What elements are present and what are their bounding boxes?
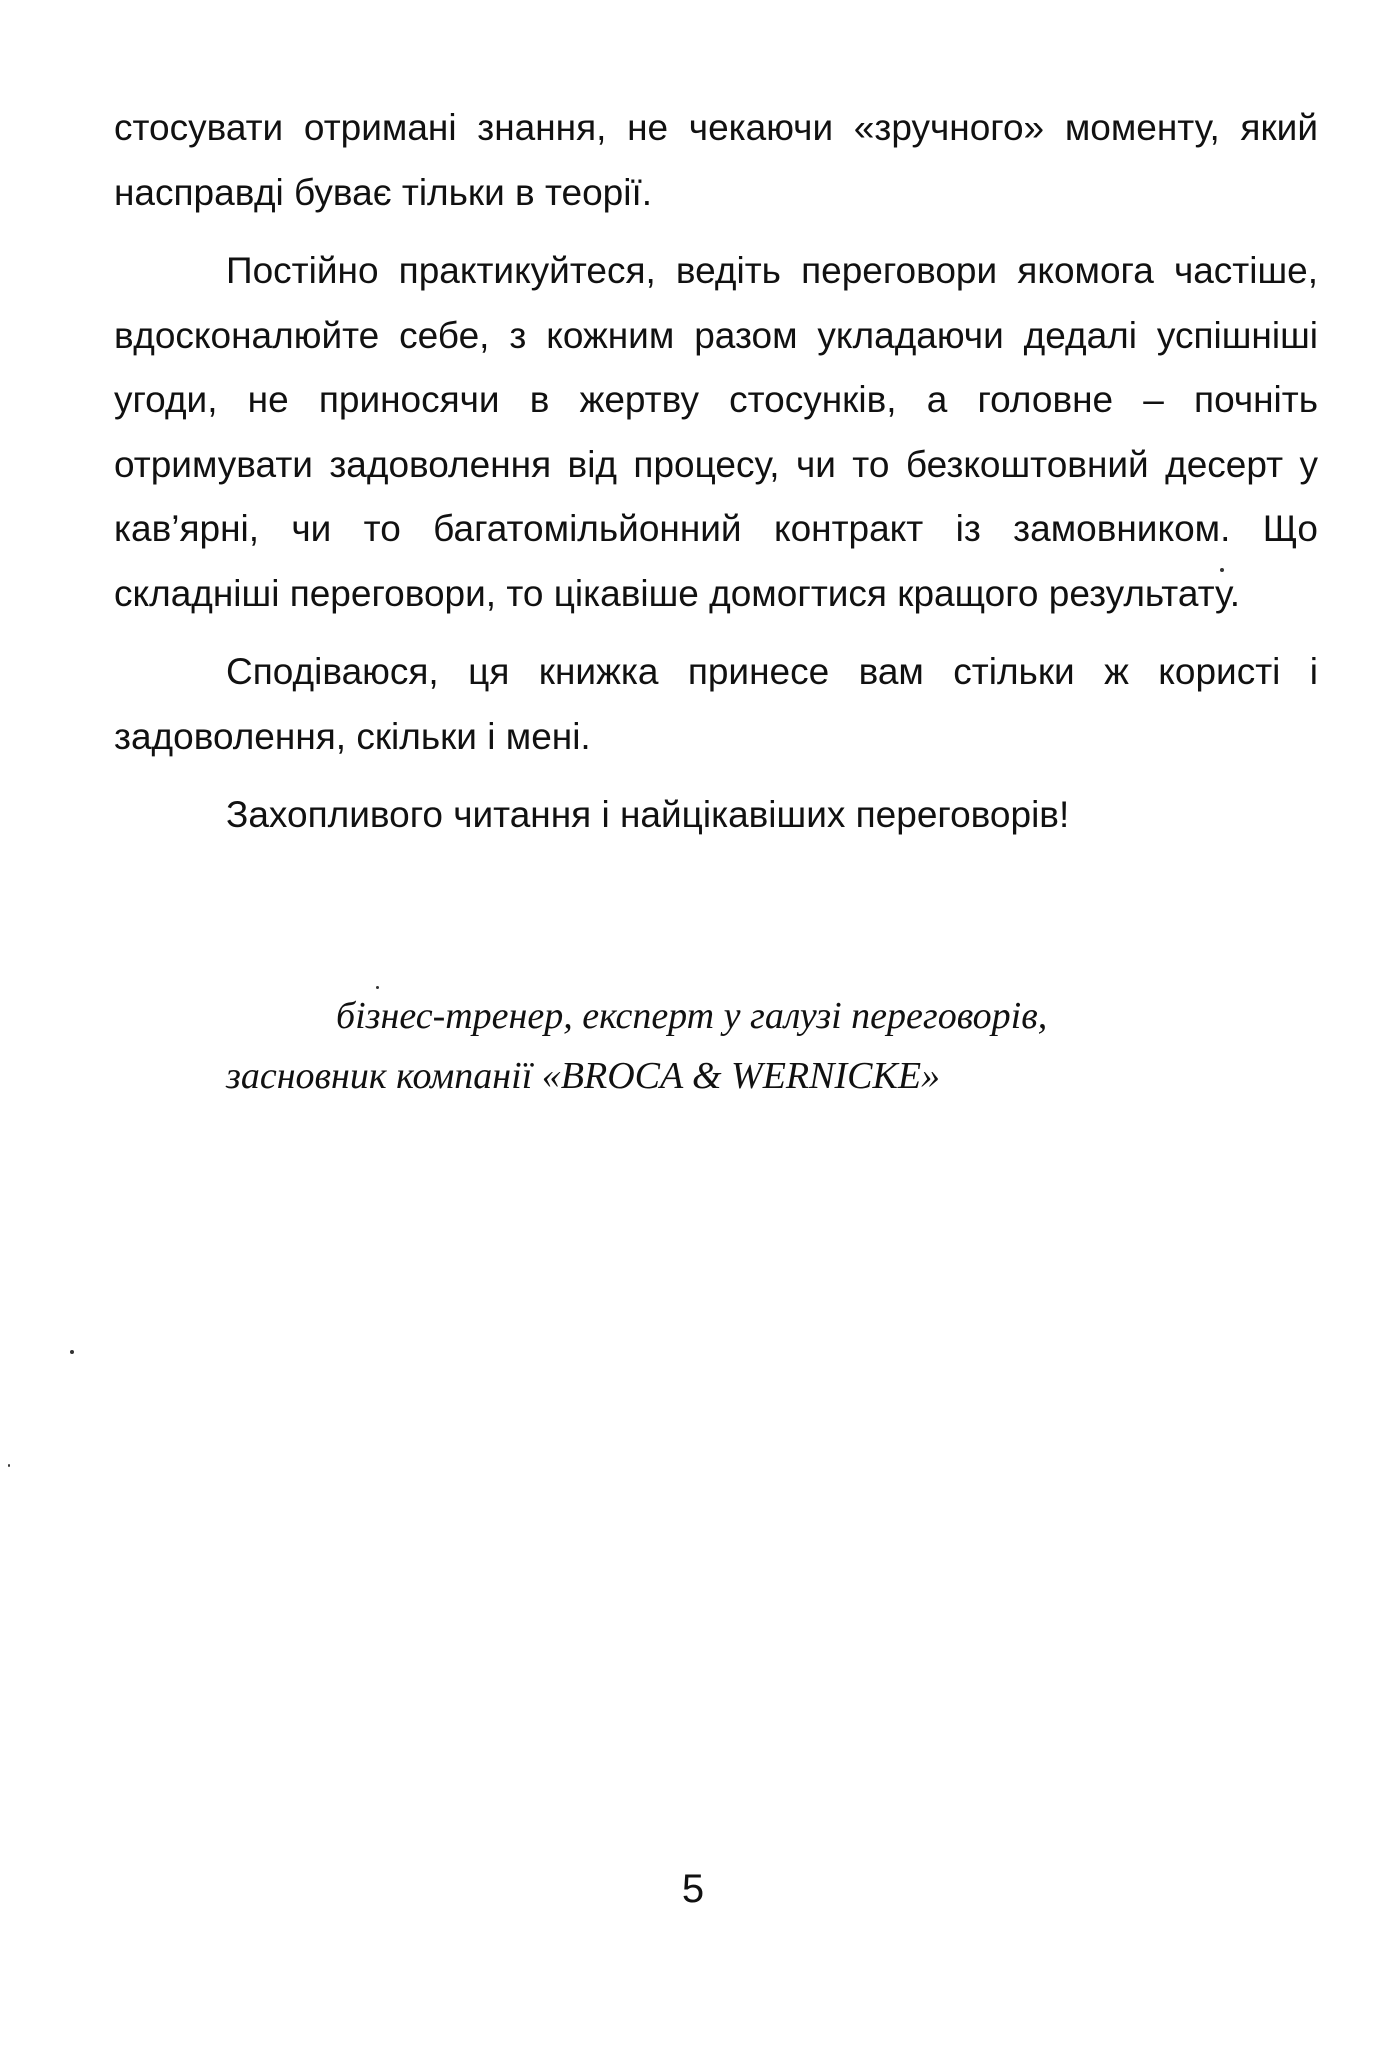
- page-number: 5: [681, 1867, 705, 1911]
- author-signature: [114, 986, 1318, 1106]
- signature-line-title: бізнес-тренер, експерт у галузі переговорів,: [336, 995, 1048, 1037]
- scan-speck: [376, 986, 379, 989]
- scan-speck: [1220, 568, 1224, 572]
- paragraph-4: Захопливого читання і найцікавіших переговорів!: [226, 794, 1070, 835]
- paragraph-3: Сподіваюся, ця книжка принесе вам стільки ж користі і задоволення, скільки і мені.: [114, 651, 1318, 757]
- scan-speck: [8, 1464, 10, 1467]
- signature-line-company: засновник компанії «BROCA & WERNICKE»: [226, 1055, 941, 1097]
- paragraph-1: стосувати отримані знання, не чекаючи «зручного» моменту, який насправді буває тільки в теорії.: [114, 107, 1318, 213]
- scan-speck: [70, 1350, 74, 1354]
- paragraph-2: Постійно практикуйтеся, ведіть переговори якомога частіше, вдосконалюйте себе, з кожним разом укладаючи дедалі успішніші угоди, не приносячи в жертву стосунків, а головне – почніть отримувати задоволення від процесу, чи то безкоштовний десерт у кав’ярні, чи то багатомільйонний контракт із замовником. Що складніші переговори, то цікавіше домогтися кращого результату.: [114, 250, 1318, 614]
- body-text: [114, 96, 1318, 862]
